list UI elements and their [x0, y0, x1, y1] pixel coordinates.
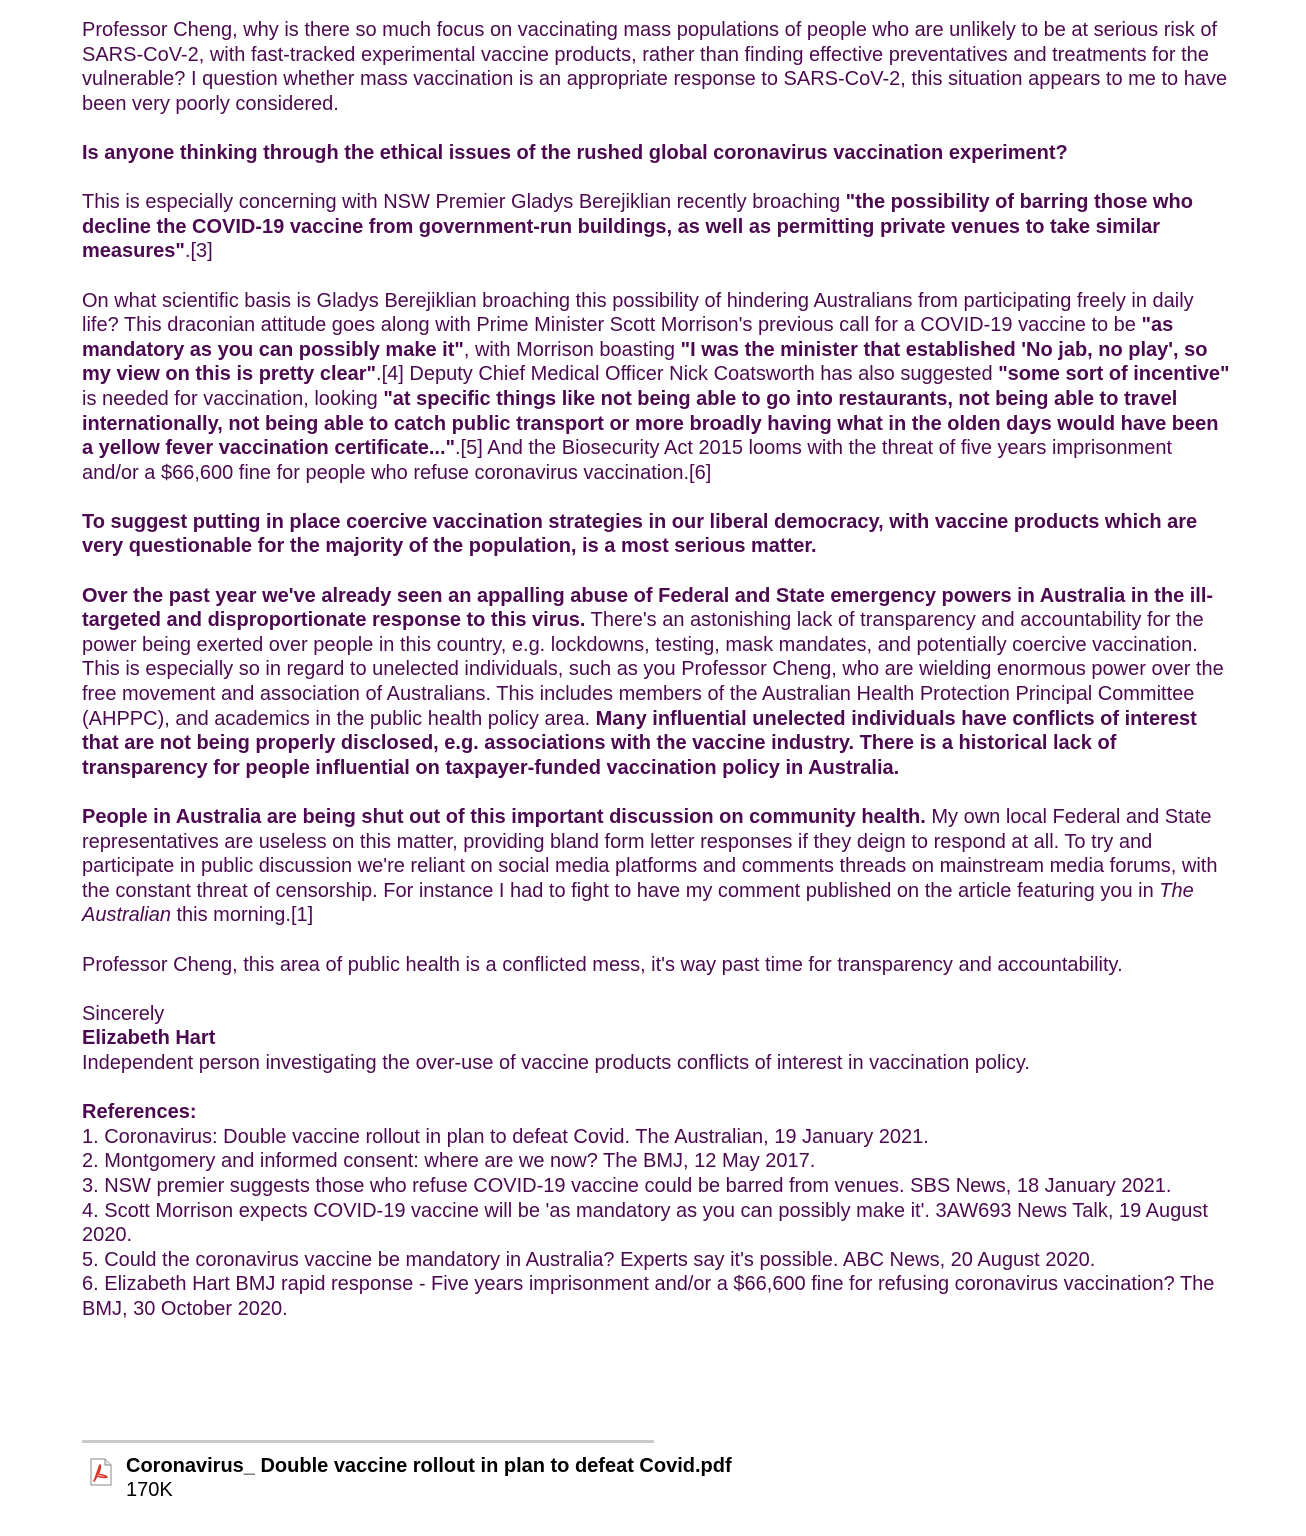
paragraph-8: Professor Cheng, this area of public health is a conflicted mess, it's way past time for transparency and accountability. [82, 953, 1123, 976]
bold-quote: "I was the minister that established 'No jab, no play', so my view on this is pretty clear" [82, 338, 1208, 386]
reference-item: 6. Elizabeth Hart BMJ rapid response - Five years imprisonment and/or a $66,600 fine for refusing coronavirus vaccination? The BMJ, 30 October 2020. [82, 1273, 1215, 1320]
bold-text: People in Australia are being shut out of this important discussion on community health. [82, 806, 926, 828]
references-heading [82, 1100, 1232, 1125]
references-section [82, 1100, 1232, 1321]
bold-text: Over the past year we've already seen an appalling abuse of Federal and State emergency powers in Australia in the ill-targeted and disproportionate response to this virus. [82, 584, 1214, 632]
publication-title: The Australian [82, 879, 1194, 927]
text-span: My own local Federal and State representatives are useless on this matter, providing bland form letter responses if they deign to respond at all. To try and participate in public discussion we're reliant on social media platforms and comments threads on mainstream media forums, with the constant threat of censorship. For instance I had to fight to have my comment published on the article featuring you in [82, 806, 1218, 902]
bold-quote: "as mandatory as you can possibly make it" [82, 314, 1174, 361]
bold-text: Is anyone thinking through the ethical issues of the rushed global coronavirus vaccination experiment? [82, 141, 1068, 164]
text-span: There's an astonishing lack of transparency and accountability for the power being exerted over people in this country, e.g. lockdowns, testing, mask mandates, and potentially coercive vaccination. This is especially so in regard to unelected individuals, such as you Professor Cheng, who are wielding enormous power over the free movement and association of Australians. This includes members of the Australian Health Protection Principal Committee (AHPPC), and academics in the public health policy area. [82, 609, 1224, 730]
bold-text: Elizabeth Hart [82, 1027, 216, 1050]
bold-text: Many influential unelected individuals have conflicts of interest that are not being properly disclosed, e.g. associations with the vaccine industry. There is a historical lack of transparency for people influential on taxpayer-funded vaccination policy in Australia. [82, 707, 1197, 779]
attachment-text [126, 1454, 732, 1502]
bold-quote: "at specific things like not being able to go into restaurants, not being able to travel internationally, not being able to catch public transport or more broadly having what in the olden days would have been a yellow fever vaccination certificate..." [82, 387, 1219, 460]
bold-quote: "the possibility of barring those who decline the COVID-19 vaccine from government-run buildings, as well as permitting private venues to take similar measures" [82, 191, 1193, 263]
bold-text: To suggest putting in place coercive vaccination strategies in our liberal democracy, with vaccine products which are very questionable for the majority of the population, is a most serious matter. [82, 510, 1198, 558]
paragraph-3 [82, 190, 1232, 264]
reference-item: 4. Scott Morrison expects COVID-19 vaccine will be 'as mandatory as you can possibly make it'. 3AW693 News Talk, 19 August 2020. [82, 1199, 1208, 1247]
text-span: .[4] Deputy Chief Medical Officer Nick Coatsworth has also suggested [376, 363, 999, 386]
paragraph-7 [82, 805, 1232, 928]
paragraph-2-bold-question [82, 141, 1232, 166]
signoff: Sincerely [82, 1002, 165, 1025]
attachment-size: 170K [126, 1479, 173, 1501]
paragraph-4 [82, 289, 1232, 486]
attachment-filename[interactable]: Coronavirus_ Double vaccine rollout in plan to defeat Covid.pdf [126, 1455, 732, 1477]
email-body [82, 18, 1232, 1321]
text-span: is needed for vaccination, looking [82, 387, 384, 410]
signer-name [82, 1026, 1232, 1051]
reference-item: 1. Coronavirus: Double vaccine rollout in plan to defeat Covid. The Australian, 19 January 2021. [82, 1125, 929, 1148]
signer-description: Independent person investigating the over-use of vaccine products conflicts of interest in vaccination policy. [82, 1051, 1030, 1074]
text-span: this morning.[1] [170, 904, 314, 927]
bold-text: References: [82, 1101, 197, 1124]
text-span: .[3] [184, 240, 213, 263]
pdf-file-icon[interactable] [90, 1458, 112, 1486]
reference-item: 2. Montgomery and informed consent: where are we now? The BMJ, 12 May 2017. [82, 1150, 816, 1173]
reference-item: 3. NSW premier suggests those who refuse COVID-19 vaccine could be barred from venues. SBS News, 18 January 2021. [82, 1174, 1172, 1197]
attachment-item[interactable] [90, 1454, 732, 1502]
signature-block [82, 1002, 1232, 1076]
text-span: On what scientific basis is Gladys Berejiklian broaching this possibility of hindering Australians from participating freely in daily life? This draconian attitude goes along with Prime Minister Scott Morrison's previous call for a COVID-19 vaccine to be [82, 289, 1194, 337]
reference-item: 5. Could the coronavirus vaccine be mandatory in Australia? Experts say it's possible. ABC News, 20 August 2020. [82, 1248, 1096, 1271]
text-span: .[5] And the Biosecurity Act 2015 looms with the threat of five years imprisonment and/or a $66,600 fine for people who refuse coronavirus vaccination.[6] [82, 437, 1173, 484]
paragraph-1: Professor Cheng, why is there so much focus on vaccinating mass populations of people who are unlikely to be at serious risk of SARS-CoV-2, with fast-tracked experimental vaccine products, rather than finding effective preventatives and treatments for the vulnerable? I question whether mass vaccination is an appropriate response to SARS-CoV-2, this situation appears to me to have been very poorly considered. [82, 19, 1228, 115]
paragraph-5-bold [82, 510, 1232, 559]
bold-quote: "some sort of incentive" [998, 363, 1230, 386]
text-span: , with Morrison boasting [463, 338, 681, 361]
text-span: This is especially concerning with NSW Premier Gladys Berejiklian recently broaching [82, 191, 846, 214]
attachment-divider [82, 1440, 654, 1443]
paragraph-6 [82, 584, 1232, 781]
